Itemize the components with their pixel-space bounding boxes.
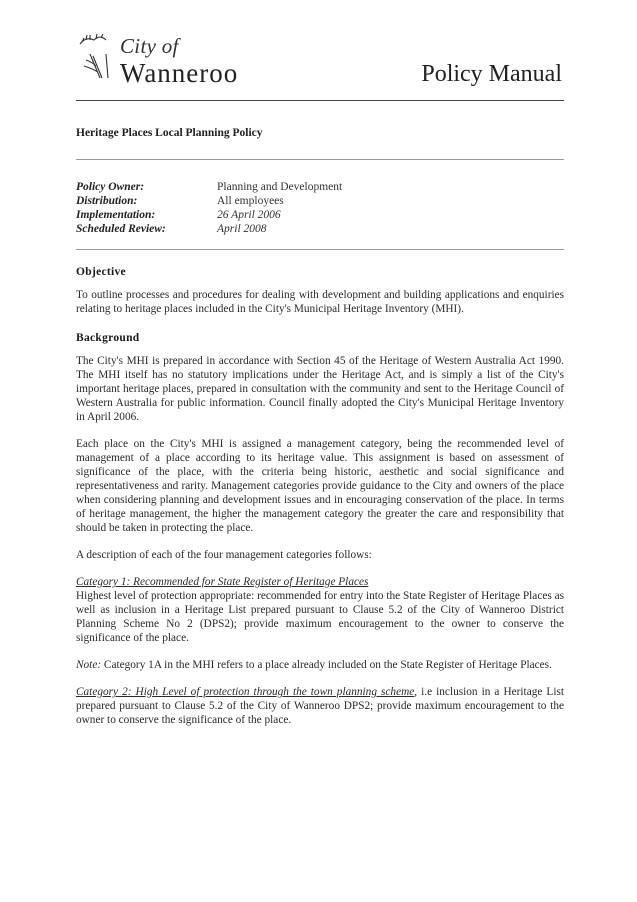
objective-heading: Objective <box>76 266 126 278</box>
category-2-text: , i.e inclusion in a Heritage List prepared pursuant to Clause 5.2 of the City of Wanneroo DPS2; provide maximum encouragement to the owner to conserve the significance of the place. <box>76 686 564 726</box>
meta-key: Scheduled Review: <box>76 223 166 235</box>
note-paragraph <box>76 658 564 672</box>
category-2-title: Category 2: High Level of protection through the town planning scheme <box>76 686 415 698</box>
background-paragraph-2: Each place on the City's MHI is assigned a management category, being the recommended level of management of a place according to its heritage value. This assignment is based on assessment of significance of the place, with the criteria being historic, aesthetic and social significance and representativeness and rarity. Management categories provide guidance to the City and owners of the place when considering planning and development issues and in encouraging conservation of the place. In terms of heritage management, the higher the management category the greater the care and responsibility that should be taken in protecting the place. <box>76 438 564 534</box>
logo-city-of: City of <box>120 34 179 58</box>
logo-wanneroo: Wanneroo <box>120 58 239 88</box>
policy-body <box>76 265 564 740</box>
background-paragraph-1: The City's MHI is prepared in accordance with Section 45 of the Heritage of Western Australia Act 1990. The MHI itself has no statutory implications under the Heritage Act, and is simply a list of the City's important heritage places, prepared in consultation with the community and sent to the Heritage Council of Western Australia for public information. Council finally adopted the City's Municipal Heritage Inventory in April 2006. <box>76 355 564 423</box>
meta-divider <box>76 249 564 250</box>
objective-text: To outline processes and procedures for dealing with development and building applications and enquiries relating to heritage places included in the City's Municipal Heritage Inventory (MHI). <box>76 289 564 315</box>
header-divider <box>76 100 564 101</box>
meta-key: Implementation: <box>76 209 156 221</box>
category-1-text: Highest level of protection appropriate: recommended for entry into the State Register of Heritage Places as well as inclusion in a Heritage List prepared pursuant to Clause 5.2 of the City of Wanneroo District Planning Scheme No 2 (DPS2); provide maximum encouragement to the owner to conserve the significance of the place. <box>76 590 564 644</box>
meta-row-owner <box>76 180 342 194</box>
meta-row-implementation <box>76 208 342 222</box>
note-text: Category 1A in the MHI refers to a place already included on the State Register of Heritage Places. <box>101 659 552 671</box>
policy-meta <box>76 180 342 236</box>
meta-key: Policy Owner: <box>76 181 145 193</box>
category-1-title: Category 1: Recommended for State Register of Heritage Places <box>76 576 369 588</box>
meta-value: April 2008 <box>217 223 267 235</box>
meta-row-review <box>76 222 342 236</box>
meta-key: Distribution: <box>76 195 138 207</box>
page-header <box>76 28 564 100</box>
meta-row-distribution <box>76 194 342 208</box>
note-label: Note: <box>76 659 102 671</box>
background-heading: Background <box>76 332 140 344</box>
meta-value: Planning and Development <box>217 181 343 193</box>
document-title: Heritage Places Local Planning Policy <box>76 127 263 139</box>
meta-value: 26 April 2006 <box>217 209 281 221</box>
manual-title: Policy Manual <box>421 61 562 87</box>
background-paragraph-3: A description of each of the four management categories follows: <box>76 549 372 561</box>
meta-value: All employees <box>217 195 284 207</box>
title-divider <box>76 159 564 160</box>
city-logo-icon <box>76 32 116 82</box>
category-2-paragraph <box>76 685 564 727</box>
